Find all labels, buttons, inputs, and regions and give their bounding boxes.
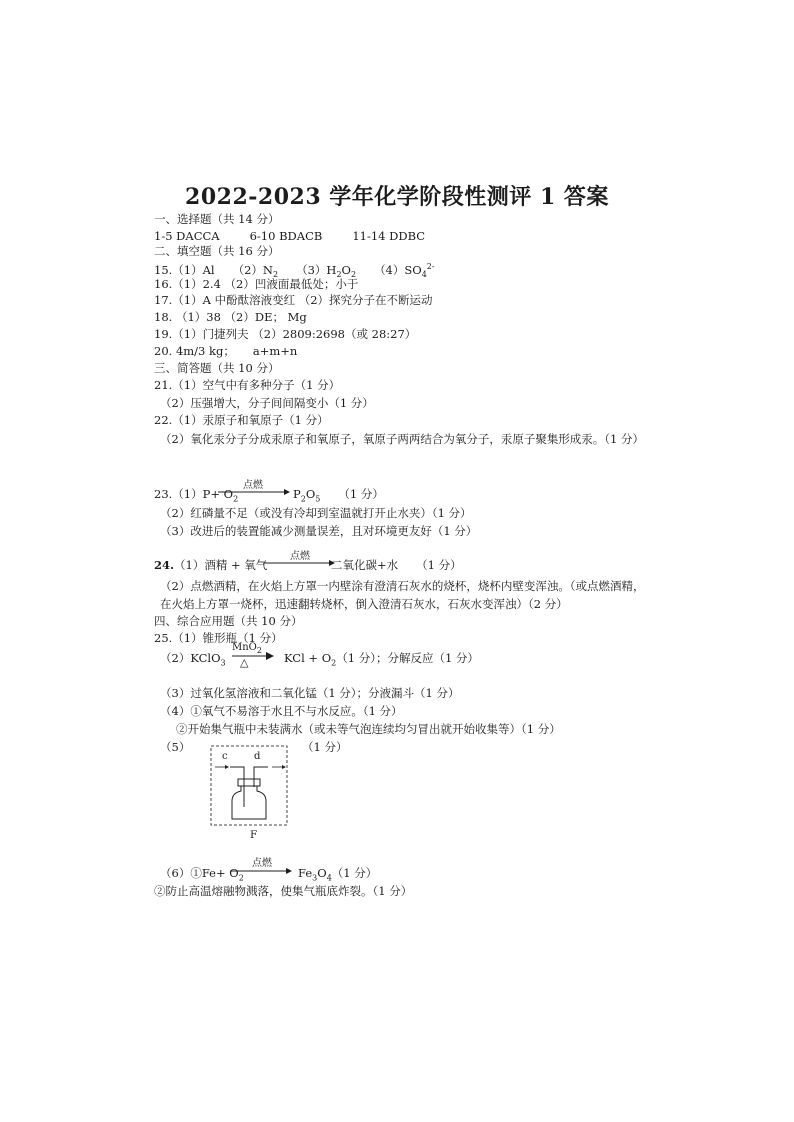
q25-6-product-mid: O [317,866,327,880]
q23-product-sub1: 2 [300,494,306,504]
diagram-label-d: d [254,751,261,762]
q23-product: P [293,487,301,501]
reaction-arrow-icon [218,488,290,496]
q15-part2-sub: 2 [272,270,279,280]
q25-6-score: （1 分） [331,866,378,880]
heat-icon: △ [240,656,249,669]
section-heading-short: 三、简答题（共 10 分） [154,361,280,375]
reaction-arrow-icon [232,652,274,660]
reaction-arrow-icon [230,867,292,875]
answer-q24-2: （2）点燃酒精，在火焰上方罩一内壁涂有澄清石灰水的烧杯，烧杯内壁变浑浊。（或点燃酒精，在火焰上方罩一烧杯，迅速翻转烧杯，倒入澄清石灰水，石灰水变浑浊）（2 分） [160,579,645,611]
q15-part3-mid: O [341,262,351,277]
answer-q23-2: （2）红磷量不足（或没有冷却到室温就打开止水夹）（1 分） [160,506,472,520]
section-heading-fill: 二、填空题（共 16 分） [154,244,280,258]
answer-q25-1: 25.（1）锥形瓶（1 分） [154,631,283,645]
q15-part3-sub1: 2 [336,270,342,280]
answers-6-10: 6-10 BDACB [249,229,323,243]
page-title: 2022-2023 学年化学阶段性测评 1 答案 [185,184,609,210]
answer-q17: 17.（1）A 中酚酞溶液变红 （2）探究分子在不断运动 [154,293,433,307]
q23-score: （1 分） [338,487,384,501]
q15-part4-sub: 4 [421,270,427,280]
q23-condition: 点燃 [243,480,263,491]
answer-q22-2: （2）氧化汞分子分成汞原子和氧原子，氧原子两两结合为氧分子，汞原子聚集形成汞。（1 分） [160,432,645,446]
q24-condition: 点燃 [290,551,310,562]
answer-q16: 16.（1）2.4 （2）凹液面最低处；小于 [154,277,359,291]
q25-reactant: （2）KClO [160,651,221,665]
q20-part2: a+m+n [252,344,298,358]
diagram-label-F: F [250,829,258,841]
q24-score: （1 分） [416,558,462,572]
q25-6-product-sub1: 3 [312,873,318,883]
q25-6-product-sub2: 4 [326,873,332,883]
q23-reactants-sub: 2 [233,494,239,504]
answer-q22-1: 22.（1）汞原子和氧原子（1 分） [154,413,329,427]
answer-q25-6-right [298,866,377,885]
answer-q18: 18. （1）38 （2）DE； Mg [154,310,307,324]
answer-q25-5-label: （5） [160,740,191,754]
q15-part4-sup: 2- [426,262,435,271]
q25-6-condition: 点燃 [252,858,272,869]
answer-q21-2: （2）压强增大，分子间间隔变小（1 分） [160,396,374,410]
answer-q25-2-right [284,651,479,670]
q25-6-reactants-sub: 2 [238,873,244,883]
answer-q25-2-left [160,651,226,670]
q25-reactant-sub: 3 [220,658,226,668]
answer-q25-4: （4）①氧气不易溶于水且不与水反应。（1 分） [160,704,403,718]
answer-q25-5-score: （1 分） [302,740,348,754]
answer-q23-3: （3）改进后的装置能减少测量误差，且对环境更友好（1 分） [160,524,478,538]
gas-bottle-diagram [210,745,290,827]
q24-products: 二氧化碳+水 [331,558,399,572]
section-heading-comprehensive: 四、综合应用题（共 10 分） [154,614,303,628]
q15-part2: （2）N [232,262,273,277]
answer-q25-3: （3）过氧化氢溶液和二氧化锰（1 分）；分液漏斗（1 分） [160,686,460,700]
q23-product-mid: O [305,487,316,501]
q25-6-reactants: （6）①Fe+ O [160,866,239,880]
answer-q21-1: 21.（1）空气中有多种分子（1 分） [154,378,341,392]
q20-part1: 20. 4m/3 kg； [154,344,235,358]
answer-q20 [154,344,297,358]
answer-q23-1-right [293,487,384,506]
q25-products-sub: 2 [331,658,337,668]
q15-part4: （4）SO [374,262,422,277]
q25-products: KCl + O [284,651,332,665]
answer-q24-1-left [154,558,267,572]
q23-product-sub2: 5 [315,494,321,504]
q24-number: 24. [154,558,175,572]
answer-q25-6b: ②防止高温熔融物溅落，使集气瓶底炸裂。（1 分） [154,884,413,898]
answer-q25-4b: ②开始集气瓶中未装满水（或未等气泡连续均匀冒出就开始收集等）（1 分） [176,722,561,736]
q25-6-product: Fe [298,866,313,880]
q25-score: （1 分）；分解反应（1 分） [336,651,479,665]
answer-q24-1-right [331,558,462,572]
answers-11-14: 11-14 DDBC [352,229,426,243]
answers-1-5: 1-5 DACCA [154,229,220,243]
q23-reactants: 23.（1）P+ O [154,487,234,501]
q15-part3-sub2: 2 [350,270,357,280]
diagram-label-c: c [222,751,228,762]
q15-part3: （3）H [296,262,337,277]
q25-catalyst-text: MnO [232,642,257,653]
reaction-arrow-icon [263,559,335,567]
q25-catalyst-sub: 2 [256,646,262,655]
section-heading-choice: 一、选择题（共 14 分） [154,212,280,226]
q24-reactants: （1）酒精 + 氧气 [174,558,268,572]
choice-answers [154,229,425,243]
answer-q19: 19.（1）门捷列夫 （2）2809:2698（或 28:27） [154,327,417,341]
q15-part1: 15.（1）Al [154,262,215,277]
